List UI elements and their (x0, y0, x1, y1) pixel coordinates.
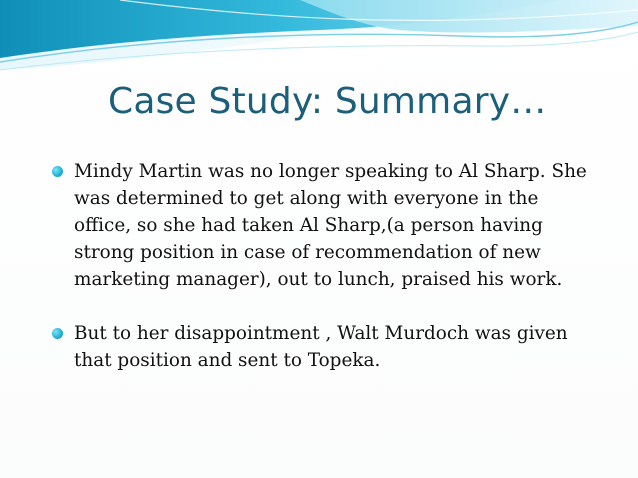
bullet-line: Mindy Martin was no longer speaking to Al Sharp. She (74, 161, 587, 182)
bullet-line: But to her disappointment , Walt Murdoch was given (74, 323, 568, 344)
bullet-line: that position and sent to Topeka. (74, 350, 381, 371)
bullet-line: office, so she had taken Al Sharp,(a person having (74, 215, 543, 236)
bullet-line: was determined to get along with everyone in the (74, 188, 539, 209)
bullet-list (52, 158, 622, 374)
bullet-dot-icon (52, 328, 63, 339)
slide-title: Case Study: Summary… (108, 81, 547, 122)
bullet-item (52, 320, 622, 374)
bullet-dot-icon (52, 166, 63, 177)
bullet-item (52, 158, 622, 293)
bullet-line: marketing manager), out to lunch, praised his work. (74, 269, 563, 290)
bullet-line: strong position in case of recommendation of new (74, 242, 541, 263)
